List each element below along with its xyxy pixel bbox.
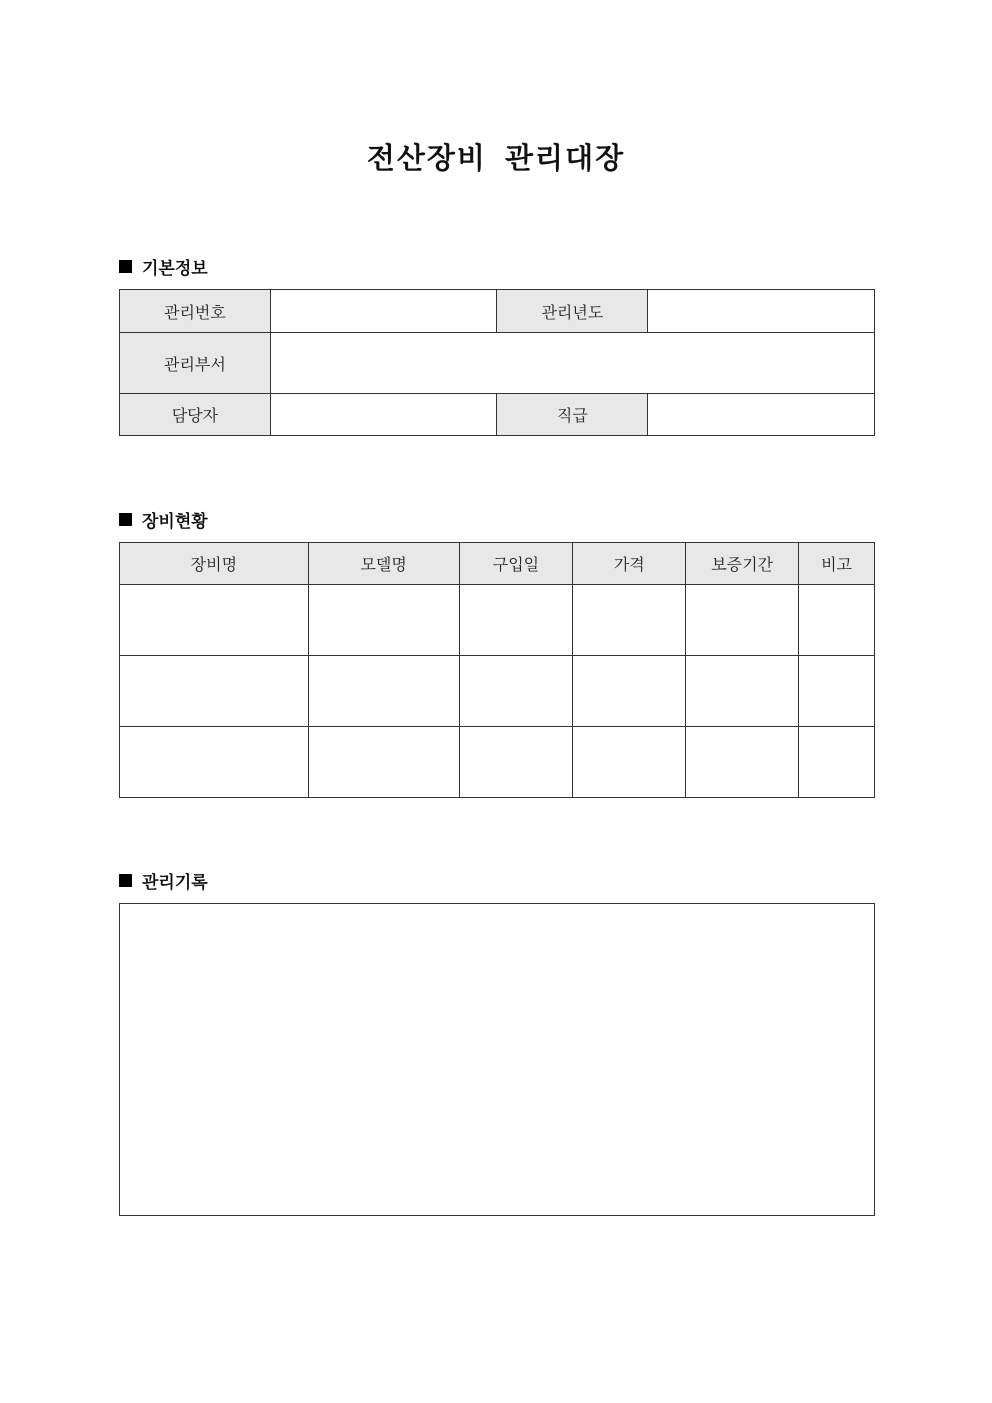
rank-label: 직급 (497, 394, 648, 436)
section-basic-info-heading (119, 254, 208, 279)
section-log-label: 관리기록 (142, 873, 208, 893)
table-cell[interactable] (799, 727, 875, 798)
table-cell[interactable] (573, 727, 686, 798)
section-log-heading (119, 868, 208, 893)
table-cell[interactable] (573, 585, 686, 656)
table-cell[interactable] (459, 727, 573, 798)
column-header: 가격 (573, 543, 686, 585)
column-header: 비고 (799, 543, 875, 585)
manage-year-label: 관리년도 (497, 290, 648, 333)
table-row (120, 656, 875, 727)
manage-no-label: 관리번호 (120, 290, 271, 333)
column-header: 보증기간 (686, 543, 799, 585)
column-header: 장비명 (120, 543, 309, 585)
department-label: 관리부서 (120, 333, 271, 394)
basic-info-table (119, 289, 875, 436)
square-bullet-icon (119, 513, 132, 526)
column-header: 구입일 (459, 543, 573, 585)
table-cell[interactable] (120, 656, 309, 727)
table-cell[interactable] (459, 656, 573, 727)
table-cell[interactable] (799, 656, 875, 727)
manager-label: 담당자 (120, 394, 271, 436)
table-cell[interactable] (308, 727, 459, 798)
manage-year-field[interactable] (648, 290, 875, 333)
manage-no-field[interactable] (270, 290, 497, 333)
table-cell[interactable] (686, 727, 799, 798)
table-cell[interactable] (799, 585, 875, 656)
table-cell[interactable] (120, 727, 309, 798)
rank-field[interactable] (648, 394, 875, 436)
table-row (120, 727, 875, 798)
manager-field[interactable] (270, 394, 497, 436)
table-cell[interactable] (686, 585, 799, 656)
square-bullet-icon (119, 874, 132, 887)
department-field[interactable] (270, 333, 874, 394)
table-cell[interactable] (686, 656, 799, 727)
column-header: 모델명 (308, 543, 459, 585)
table-cell[interactable] (459, 585, 573, 656)
section-equipment-label: 장비현황 (142, 512, 208, 532)
square-bullet-icon (119, 260, 132, 273)
table-row (120, 585, 875, 656)
table-cell[interactable] (308, 585, 459, 656)
section-basic-info-label: 기본정보 (142, 259, 208, 279)
section-equipment-heading (119, 507, 208, 532)
table-cell[interactable] (120, 585, 309, 656)
document-title: 전산장비 관리대장 (366, 141, 626, 175)
equipment-table (119, 542, 875, 798)
table-cell[interactable] (308, 656, 459, 727)
management-log-box[interactable] (119, 903, 875, 1216)
table-cell[interactable] (573, 656, 686, 727)
